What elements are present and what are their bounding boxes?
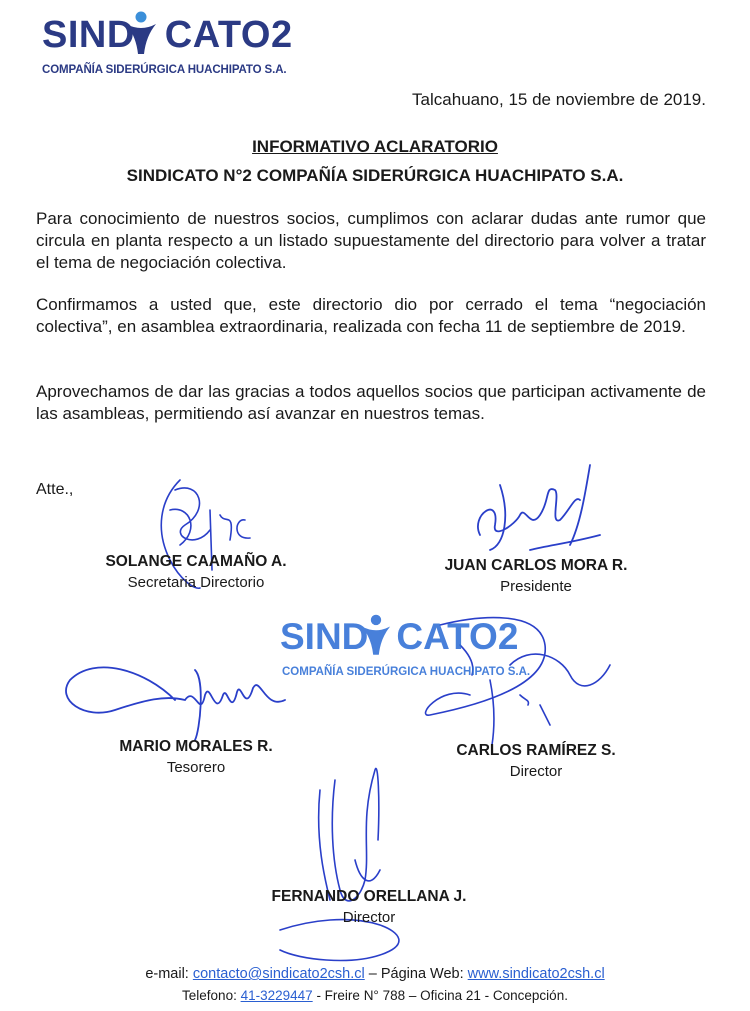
email-label: e-mail: (145, 966, 189, 982)
signatory-role-1: Secretaria Directorio (127, 574, 265, 591)
signatory-name-1: SOLANGE CAAMAÑO A. (105, 553, 287, 570)
signatory-role-2: Presidente (500, 578, 572, 595)
logo-number: 2 (270, 14, 293, 56)
stamp-number: 2 (497, 616, 519, 657)
footer-address (0, 988, 750, 1003)
stamp-subtitle: COMPAÑÍA SIDERÚRGICA HUACHIPATO S.A. (282, 666, 531, 678)
signature-juan-carlos-scribble (460, 455, 610, 565)
stamp-person-icon (360, 612, 392, 658)
paragraph-1: Para conocimiento de nuestros socios, cumplimos con aclarar dudas ante rumor que circula en planta respecto a un listado supuestamente del directorio para volver a tratar el tema de negociación colectiva. (36, 209, 706, 272)
web-label: – Página Web: (368, 966, 464, 982)
union-stamp (280, 612, 540, 692)
stamp-word-right: CATO (396, 616, 498, 657)
signatory-role-4: Director (509, 763, 563, 780)
stamp-word-left: SIND (280, 616, 369, 657)
footer-contact (0, 966, 750, 982)
website-link[interactable]: www.sindicato2csh.cl (467, 966, 605, 982)
phone-label: Telefono: (182, 988, 237, 1003)
logo-word-right: CATO (164, 14, 271, 56)
signatory-role-5: Director (342, 909, 396, 926)
signatory-name-2: JUAN CARLOS MORA R. (444, 557, 628, 574)
signatory-role-3: Tesorero (166, 759, 226, 776)
logo-word-left: SIND (42, 14, 135, 56)
person-figure-icon (124, 10, 158, 56)
signatory-name-5: FERNANDO ORELLANA J. (271, 888, 467, 905)
signatory-name-4: CARLOS RAMÍREZ S. (456, 742, 616, 759)
closing-text: Atte., (36, 481, 74, 498)
phone-link[interactable]: 41-3229447 (240, 988, 313, 1003)
signature-mario-scribble (55, 640, 305, 750)
signatory-name-3: MARIO MORALES R. (119, 738, 273, 755)
paragraph-2: Confirmamos a usted que, este directorio dio por cerrado el tema “negociación colectiva”, en asamblea extraordinaria, realizada con fecha 11 de septiembre de 2019. (36, 295, 706, 336)
document-date: Talcahuano, 15 de noviembre de 2019. (412, 90, 706, 109)
paragraph-3: Aprovechamos de dar las gracias a todos aquellos socios que participan activamente de las asambleas, permitiendo así avanzar en nuestros temas. (36, 382, 706, 423)
document-title: INFORMATIVO ACLARATORIO (252, 137, 498, 156)
document-subtitle: SINDICATO N°2 COMPAÑÍA SIDERÚRGICA HUACHIPATO S.A. (126, 166, 624, 185)
email-link[interactable]: contacto@sindicato2csh.cl (192, 966, 365, 982)
logo-subtitle: COMPAÑÍA SIDERÚRGICA HUACHIPATO S.A. (42, 64, 287, 76)
address-text: - Freire N° 788 – Oficina 21 - Concepción. (316, 988, 568, 1003)
union-logo (42, 8, 362, 78)
